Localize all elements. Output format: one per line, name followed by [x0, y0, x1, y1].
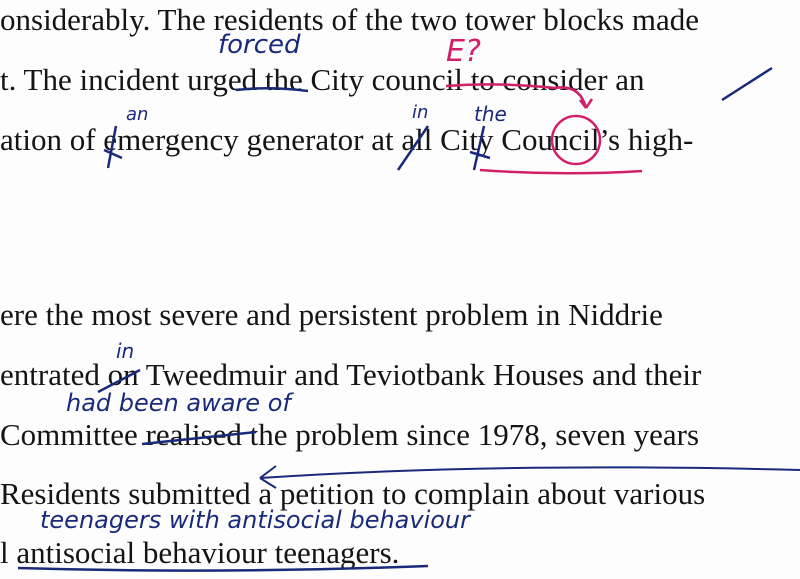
annotation-an: an [126, 104, 149, 125]
caret-2 [470, 126, 490, 170]
strike-realised [142, 432, 256, 444]
annotation-teenagers-with-antisocial-behaviour: teenagers with antisocial behaviour [40, 506, 471, 534]
annotation-in-2: in [116, 339, 135, 363]
text-line-8: l antisocial behaviour teenagers. [0, 535, 400, 570]
strike-council [446, 84, 555, 88]
text-line-2: t. The incident urged the City council to consider an [0, 62, 645, 97]
annotation-in: in [412, 102, 429, 123]
arrow-line [260, 467, 800, 478]
annotation-e7: E? [446, 34, 481, 69]
strike-on [98, 370, 140, 392]
strike-urged [236, 88, 308, 91]
caret-1 [104, 126, 122, 168]
strike-at [398, 126, 428, 170]
annotation-had-been-aware-of: had been aware of [66, 389, 291, 417]
red-arrow [555, 87, 592, 108]
underline-last [18, 566, 428, 571]
text-line-1: onsiderably. The residents of the two tower blocks made [0, 2, 700, 37]
red-underline [480, 170, 642, 173]
strike-an [722, 68, 772, 100]
text-line-7: Residents submitted a petition to complain about various [0, 476, 706, 511]
text-line-3: ation of emergency generator at all City Council’s high- [0, 122, 694, 157]
text-line-6: Committee realised the problem since 1978, seven years [0, 417, 700, 452]
annotation-the: the [474, 102, 507, 126]
red-circle-c [552, 116, 600, 164]
text-line-5: entrated on Tweedmuir and Teviotbank Houses and their [0, 357, 702, 392]
text-line-4: ere the most severe and persistent problem in Niddrie [0, 297, 663, 332]
annotation-forced: forced [218, 30, 301, 60]
